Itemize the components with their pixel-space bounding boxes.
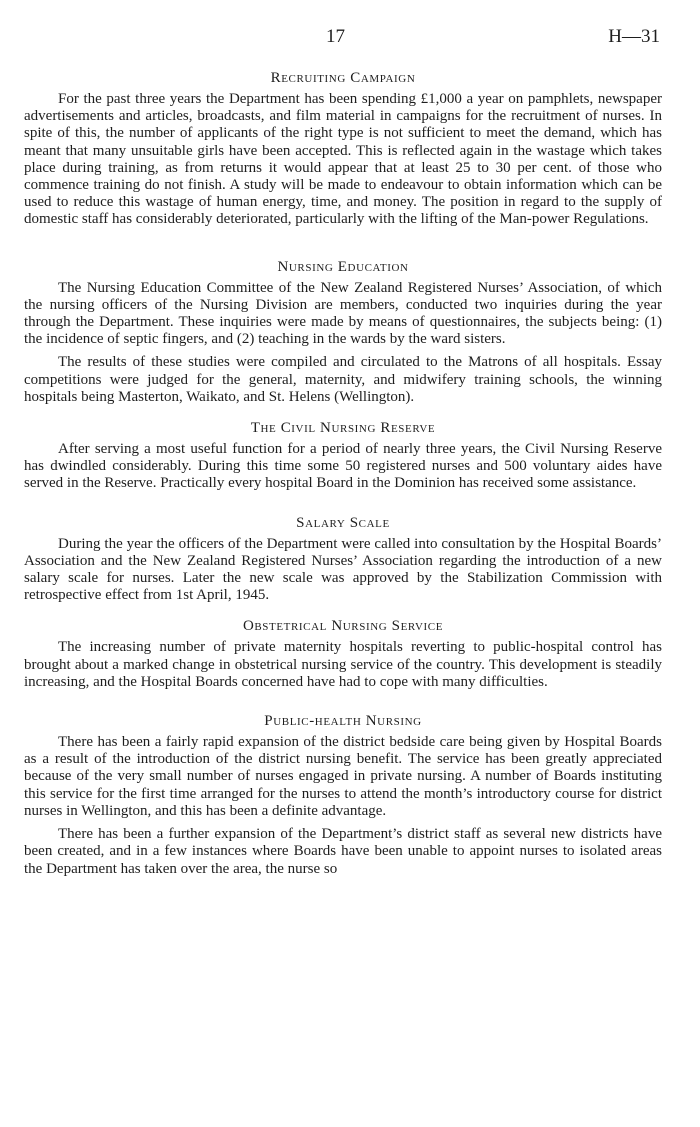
- page-number: 17: [326, 26, 345, 47]
- section-heading: Obstetrical Nursing Service: [242, 618, 444, 635]
- paragraph: There has been a fairly rapid expansion of the district bedside care being given by Hospital Boards as a result of the introduction of the district nursing benefit. The service has been greatly appreciated because of the very small number of nurses engaged in private nursing. A number of Boards instituting this service for the first time arranged for the nurses to attend the month’s introductory course for district nurses in Wellington, and this has been a definite advantage.: [24, 734, 662, 819]
- section-heading: Nursing Education: [277, 258, 409, 275]
- section-heading: Salary Scale: [296, 514, 390, 531]
- section-heading: Recruiting Campaign: [270, 70, 416, 86]
- document-reference: H—31: [608, 26, 660, 47]
- paragraph: The results of these studies were compiled and circulated to the Matrons of all hospitals. Essay competitions were judged for the general, maternity, and midwifery training schools, the winning hospitals being Masterton, Waikato, and St. Helens (Wellington).: [24, 354, 662, 405]
- section-civil-nursing-reserve: [24, 420, 662, 493]
- page-header: [0, 26, 700, 50]
- section-obstetrical-nursing-service: [24, 618, 662, 691]
- paragraph: There has been a further expansion of the Department’s district staff as several new districts have been created, and in a few instances where Boards have been unable to appoint nurses to isolated areas the Department has taken over the area, the nurse so: [24, 826, 662, 877]
- document-body: [24, 70, 662, 884]
- paragraph: During the year the officers of the Department were called into consultation by the Hospital Boards’ Association and the New Zealand Registered Nurses’ Association regarding the introduction of a new salary scale for nurses. Later the new scale was approved by the Stabilization Commission with retrospective effect from 1st April, 1945.: [24, 535, 662, 604]
- section-salary-scale: [24, 515, 662, 605]
- paragraph: The increasing number of private maternity hospitals reverting to public-hospital control has brought about a marked change in obstetrical nursing service of the country. This development is steadily increasing, and the Hospital Boards concerned have had to cope with many difficulties.: [24, 639, 662, 690]
- section-public-health-nursing: [24, 713, 662, 878]
- paragraph: After serving a most useful function for a period of nearly three years, the Civil Nursing Reserve has dwindled considerably. During this time some 50 registered nurses and 500 voluntary aides have served in the Reserve. Practically every hospital Board in the Dominion has received some assistance.: [24, 441, 662, 492]
- paragraph: The Nursing Education Committee of the New Zealand Registered Nurses’ Association, of which the nursing officers of the Nursing Division are members, conducted two inquiries during the year through the Department. These inquiries were made by means of questionnaires, the subjects being: (1) the incidence of septic fingers, and (2) teaching in the wards by the ward sisters.: [24, 279, 662, 348]
- section-heading: Public-health Nursing: [264, 713, 422, 730]
- section-recruiting-campaign: [24, 70, 662, 229]
- section-nursing-education: [24, 259, 662, 406]
- paragraph: For the past three years the Department has been spending £1,000 a year on pamphlets, newspaper advertisements and articles, broadcasts, and film material in campaigns for the recruitment of nurses. In spite of this, the number of applicants of the right type is not sufficient to meet the demand, which has meant that many unsuitable girls have been accepted. This is reflected again in the wastage which takes place during training, as from returns it would appear that at least 25 to 30 per cent. of those who commence training do not finish. A study will be made to endeavour to obtain information which can be used to reduce this wastage of human energy, time, and money. The position in regard to the supply of domestic staff has considerably deteriorated, particularly with the lifting of the Man-power Regulations.: [24, 91, 662, 228]
- section-heading: The Civil Nursing Reserve: [250, 420, 436, 437]
